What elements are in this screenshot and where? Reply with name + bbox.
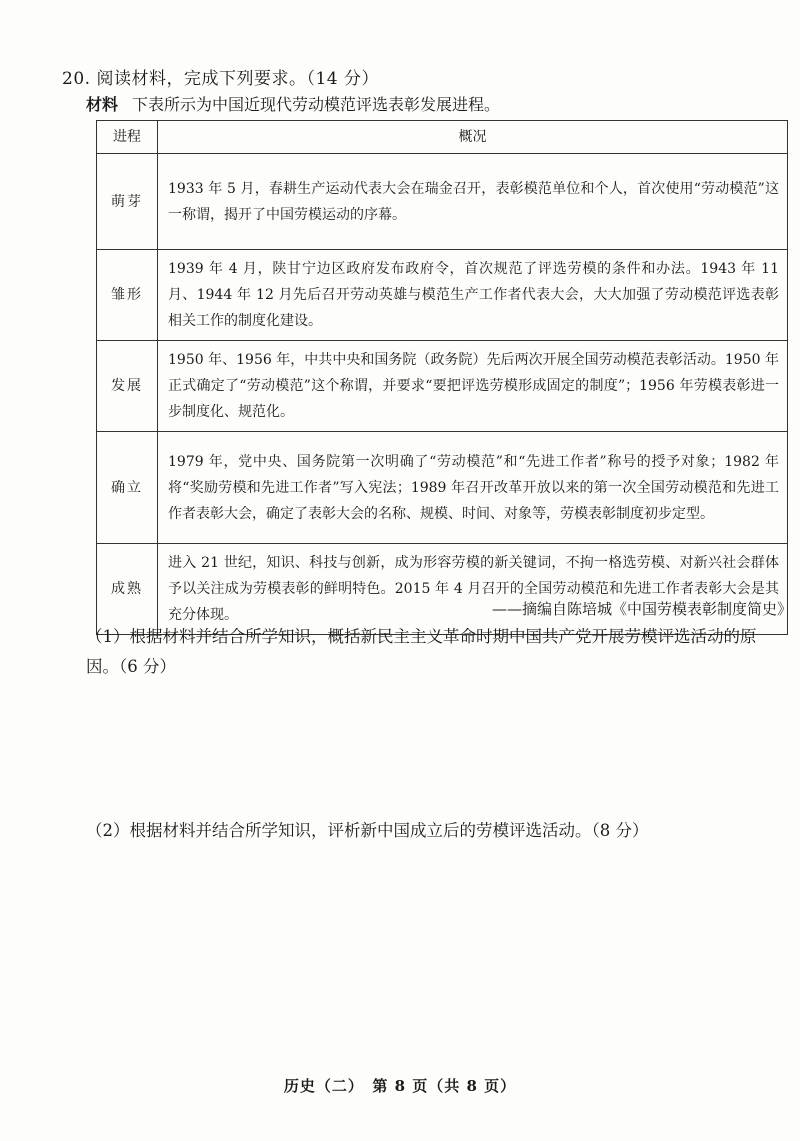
- question-title: 20. 阅读材料，完成下列要求。（14 分）: [62, 69, 379, 89]
- header-overview: 概况: [158, 121, 788, 154]
- desc-cell: 1979 年，党中央、国务院第一次明确了“劳动模范”和“先进工作者”称号的授予对象；1982 年将“奖励劳模和先进工作者”写入宪法；1989 年召开改革开放以来的第一次全国劳动模范和先进工作者表彰大会，确定了表彰大会的名称、规模、时间、对象等，劳模表彰制度初步定型。: [158, 432, 788, 544]
- table-row: [97, 250, 788, 341]
- page-footer: 历史（二） 第 8 页（共 8 页）: [283, 1077, 517, 1095]
- material-line: [86, 92, 500, 115]
- stage-cell: 萌芽: [97, 154, 158, 250]
- stage-cell: 成熟: [97, 544, 158, 635]
- sub-question-2: （2）根据材料并结合所学知识，评析新中国成立后的劳模评选活动。（8 分）: [86, 821, 649, 840]
- desc-cell: 1950 年、1956 年，中共中央和国务院（政务院）先后两次开展全国劳动模范表彰活动。1950 年正式确定了“劳动模范”这个称谓，并要求“要把评选劳模形成固定的制度”；1956 年劳模表彰进一步制度化、规范化。: [158, 341, 788, 432]
- table-row: [97, 341, 788, 432]
- sub-question-1: （1）根据材料并结合所学知识，概括新民主主义革命时期中国共产党开展劳模评选活动的原因。（6 分）: [86, 627, 757, 676]
- stage-cell: 发展: [97, 341, 158, 432]
- table-row: [97, 432, 788, 544]
- stage-cell: 确立: [97, 432, 158, 544]
- stage-cell: 雏形: [97, 250, 158, 341]
- header-stage: 进程: [97, 121, 158, 154]
- source-citation: ——摘编自陈培城《中国劳模表彰制度简史》: [491, 600, 792, 618]
- desc-cell: 进入 21 世纪，知识、科技与创新，成为形容劳模的新关键词，不拘一格选劳模、对新兴社会群体予以关注成为劳模表彰的鲜明特色。2015 年 4 月召开的全国劳动模范和先进工作者表彰大会是其充分体现。: [158, 544, 788, 635]
- desc-cell: 1933 年 5 月，春耕生产运动代表大会在瑞金召开，表彰模范单位和个人，首次使用“劳动模范”这一称谓，揭开了中国劳模运动的序幕。: [158, 154, 788, 250]
- material-label: 材料: [86, 95, 119, 114]
- desc-cell: 1939 年 4 月，陕甘宁边区政府发布政府令，首次规范了评选劳模的条件和办法。1943 年 11 月、1944 年 12 月先后召开劳动英雄与模范生产工作者代表大会，大大加强了劳动模范评选表彰相关工作的制度化建设。: [158, 250, 788, 341]
- material-intro: 下表所示为中国近现代劳动模范评选表彰发展进程。: [132, 95, 501, 114]
- material-table: [96, 120, 788, 635]
- table-header-row: [97, 121, 788, 154]
- table-row: [97, 154, 788, 250]
- table-row: [97, 544, 788, 635]
